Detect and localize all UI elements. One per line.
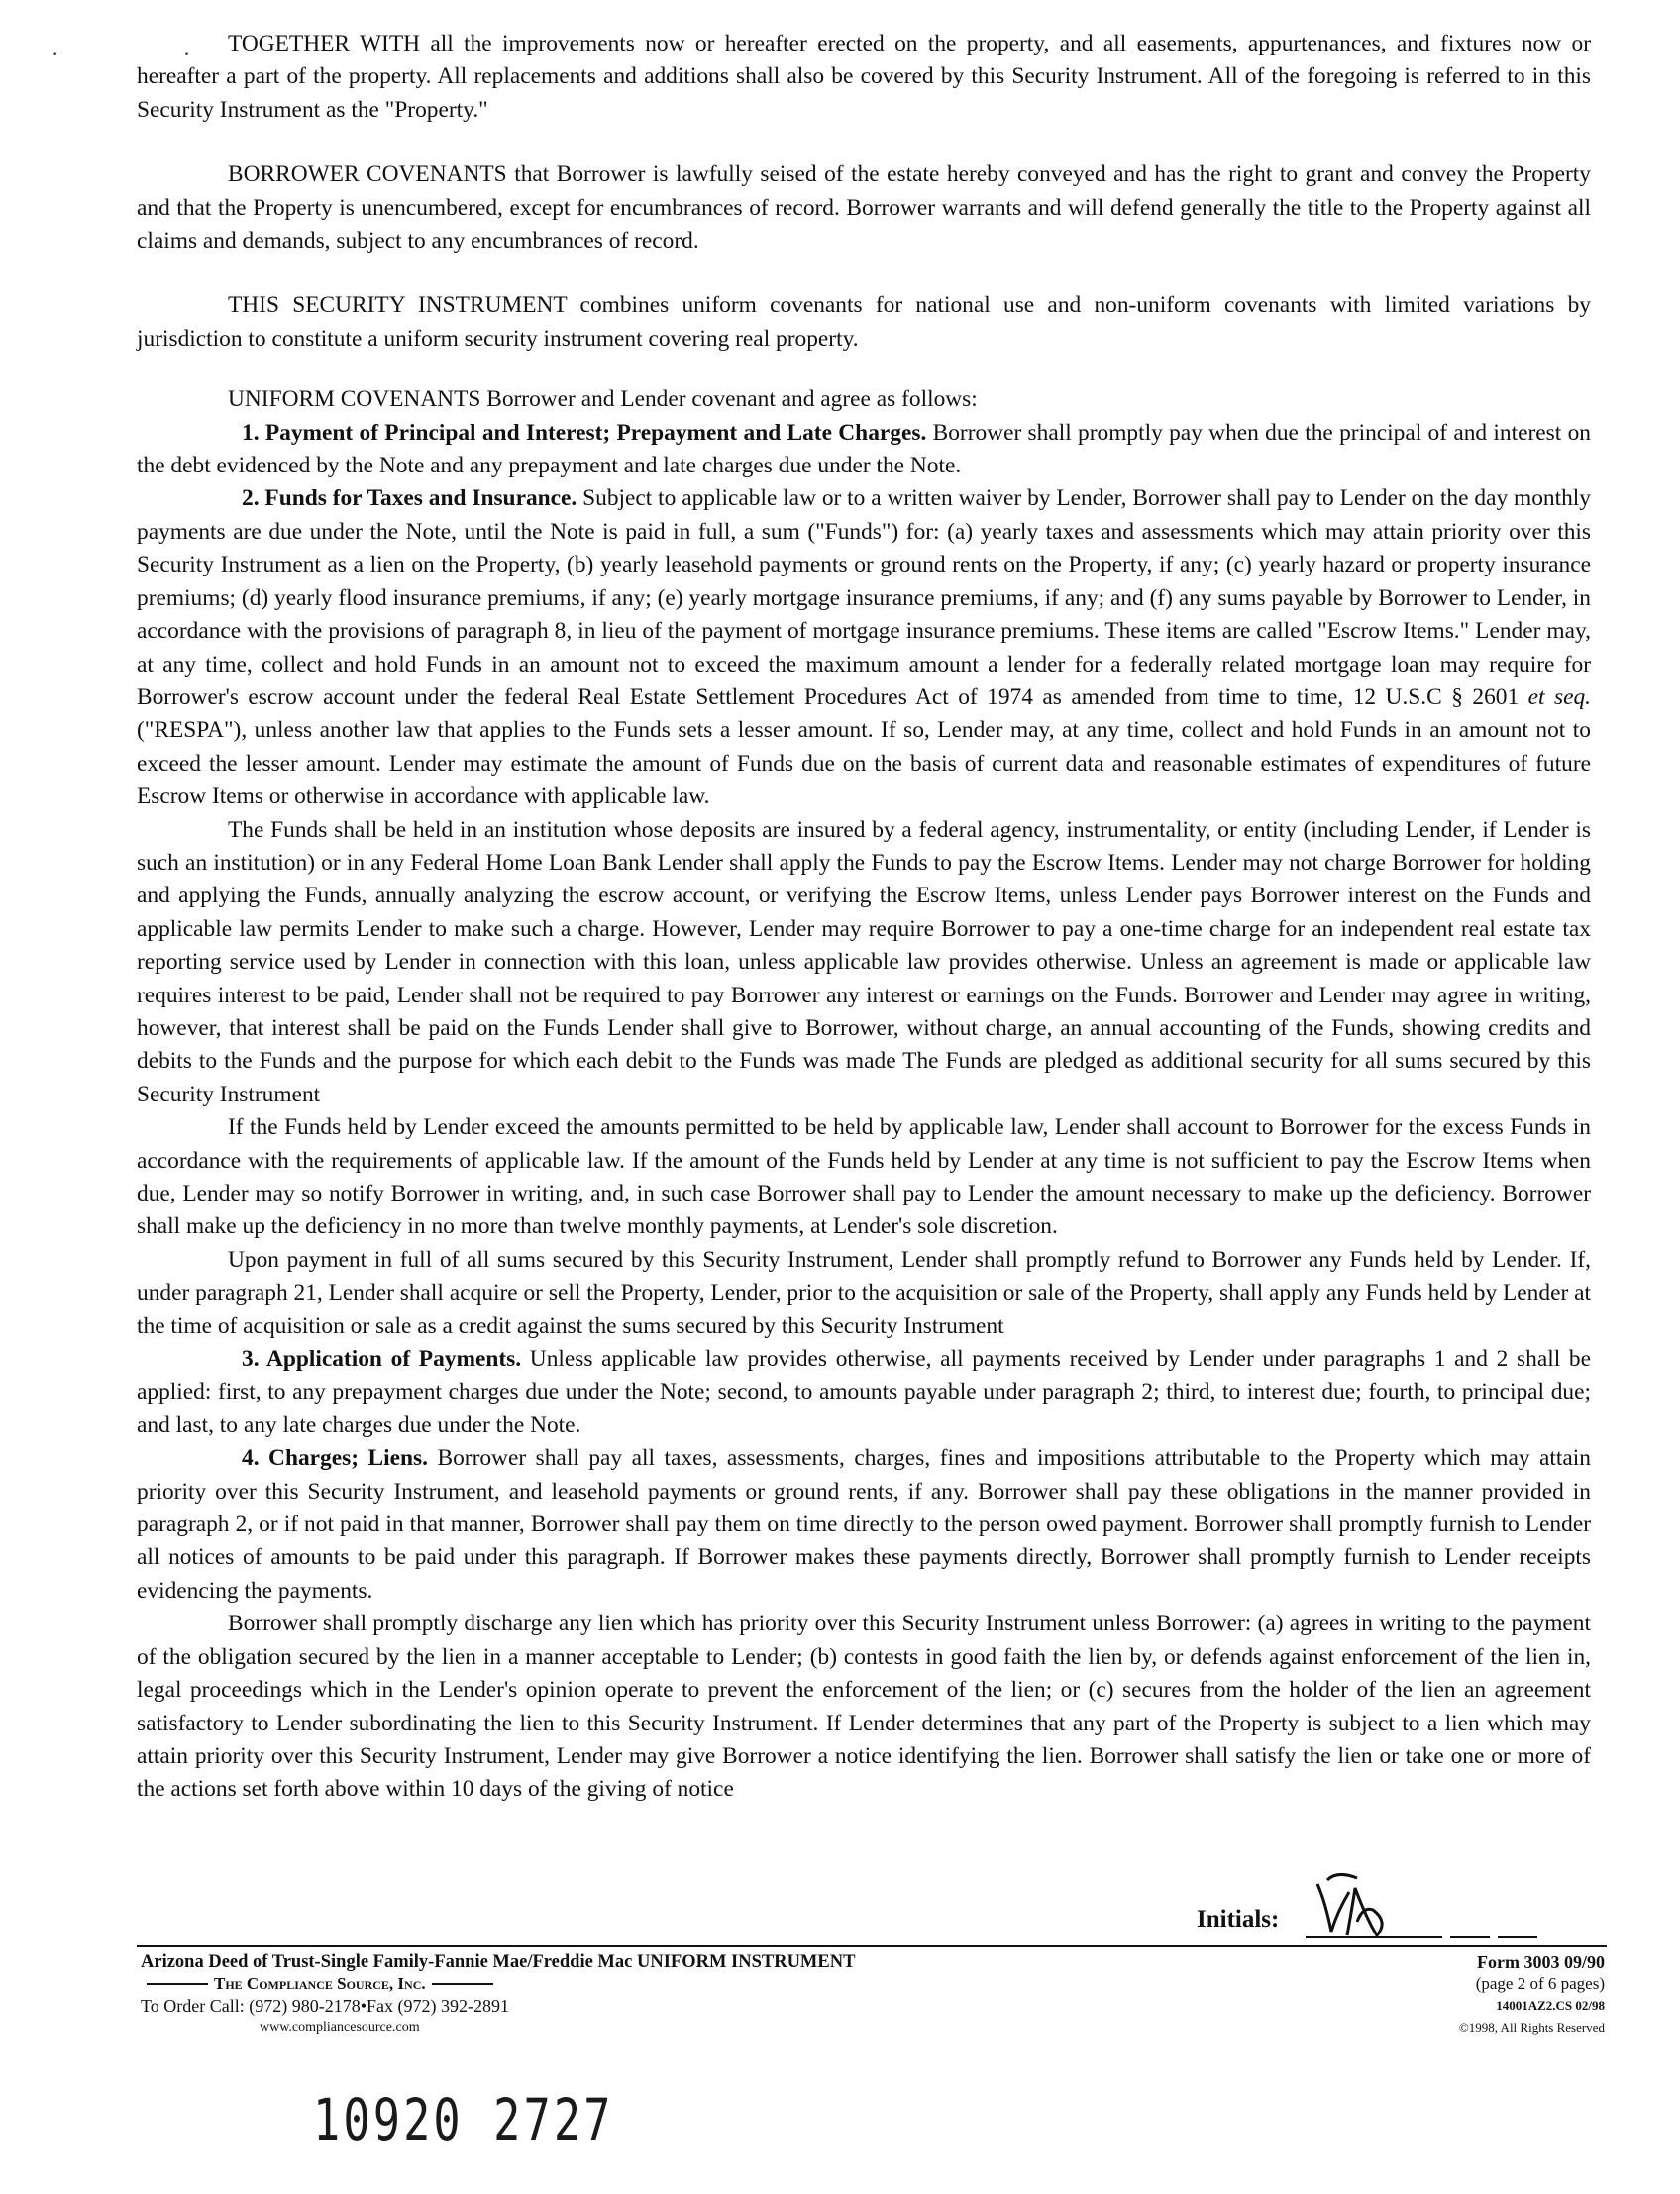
covenant-4-paragraph-2: Borrower shall promptly discharge any lien which has priority over this Security Instrument unless Borrower: (a) agrees in writing to the payment of the obligation secured by the lien in a manner acceptable to Lender; (b) contests in good faith the lien by, or defends against enforcement of the lien in, legal proceedings which in the Lender's opinion operate to prevent the enforcement of the lien; or (c) secures from the holder of the lien an agreement satisfactory to Lender subordinating the lien to this Security Instrument. If Lender determines that any part of the Property is subject to a lien which may attain priority over this Security Instrument, Lender may give Borrower a notice identifying the lien. Borrower shall satisfy the lien or take one or more of the actions set forth above within 10 days of the giving of notice	[137, 1611, 1591, 1803]
covenant-2-paragraph-2: The Funds shall be held in an institution whose deposits are insured by a federal agency, instrumentality, or entity (including Lender, if Lender is such an institution) or in any Federal Home Loan Bank Lender shall apply the Funds to pay the Escrow Items. Lender may not charge Borrower for holding and applying the Funds, annually analyzing the escrow account, or verifying the Escrow Items, unless Lender pays Borrower interest on the Funds and applicable law permits Lender to make such a charge. However, Lender may require Borrower to pay a one-time charge for an independent real estate tax reporting service used by Lender in connection with this loan, unless applicable law provides otherwise. Unless an agreement is made or applicable law requires interest to be paid, Lender shall not be required to pay Borrower any interest or earnings on the Funds. Borrower and Lender may agree in writing, however, that interest shall be paid on the Funds Lender shall give to Borrower, without charge, an annual accounting of the Funds, showing credits and debits to the Funds and the purpose for which each debit to the Funds was made The Funds are pledged as additional security for all sums secured by this Security Instrument	[137, 816, 1591, 1107]
covenant-2-text-b: ("RESPA"), unless another law that applies to the Funds sets a lesser amount. If so, Lender may, at any time, collect and hold Funds in an amount not to exceed the lesser amount. Lender may estimate the amount of Funds due on the basis of current data and reasonable estimates of expenditures of future Escrow Items or otherwise in accordance with applicable law.	[137, 717, 1591, 810]
covenant-2-paragraph-4: Upon payment in full of all sums secured by this Security Instrument, Lender shall promptly refund to Borrower any Funds held by Lender. If, under paragraph 21, Lender shall acquire or sell the Property, Lender, prior to the acquisition or sale of the Property, shall apply any Funds held by Lender at the time of acquisition or sale as a credit against the sums secured by this Security Instrument	[137, 1246, 1591, 1339]
covenant-4-text: Borrower shall pay all taxes, assessments, charges, fines and impositions attributable to the Property which may attain priority over this Security Instrument, and leasehold payments or ground rents, if any. Borrower shall pay these obligations in the manner provided in paragraph 2, or if not paid in that manner, Borrower shall pay them on time directly to the person owed payment. Borrower shall promptly furnish to Lender all notices of amounts to be paid under this paragraph. If Borrower makes these payments directly, Borrower shall promptly furnish to Lender receipts evidencing the payments.	[137, 1445, 1591, 1604]
paragraph-uniform-covenants: UNIFORM COVENANTS Borrower and Lender covenant and agree as follows:	[228, 386, 978, 413]
company-rule-right	[432, 1983, 493, 1985]
covenant-3-title: 3. Application of Payments.	[242, 1346, 522, 1373]
initials-line-2	[1450, 1936, 1490, 1938]
document-body	[137, 28, 1591, 1807]
footer-left	[141, 1951, 855, 2038]
covenant-3-text: Unless applicable law provides otherwise, all payments received by Lender under paragraphs 1 and 2 shall be applied: first, to any prepayment charges due under the Note; second, to amounts payable under paragraph 2; third, to interest due; fourth, to principal due; and last, to any late charges due under the Note.	[137, 1346, 1591, 1438]
document-code: 14001AZ2.CS 02/98	[1496, 1998, 1605, 2013]
covenant-1	[137, 417, 1591, 483]
footer-company	[141, 1973, 855, 1995]
company-rule-left	[147, 1983, 208, 1985]
recording-stamp-number: 10920 2727	[313, 2086, 614, 2153]
footer-right	[1459, 1951, 1605, 2038]
paragraph-together-with: TOGETHER WITH all the improvements now or hereafter erected on the property, and all easements, appurtenances, and fixtures now or hereafter a part of the property. All replacements and additions shall also be covered by this Security Instrument. All of the foregoing is referred to in this Security Instrument as the "Property."	[137, 31, 1591, 123]
covenant-4	[137, 1442, 1591, 1608]
covenant-1-title: 1. Payment of Principal and Interest; Prepayment and Late Charges.	[242, 419, 927, 446]
footer-website: www.compliancesource.com	[260, 2020, 420, 2035]
covenant-2-et-seq: et seq.	[1527, 683, 1591, 710]
footer-order-info: To Order Call: (972) 980-2178•Fax (972) 392-2891	[141, 1996, 509, 2016]
footer-title: Arizona Deed of Trust-Single Family-Fannie Mae/Freddie Mac UNIFORM INSTRUMENT	[141, 1952, 856, 1972]
initials-line-3	[1498, 1936, 1537, 1938]
covenant-2	[137, 482, 1591, 813]
covenant-4-title: 4. Charges; Liens.	[242, 1445, 428, 1472]
covenant-2-paragraph-3: If the Funds held by Lender exceed the amounts permitted to be held by applicable law, Lender shall account to Borrower for the excess Funds in accordance with the requirements of applicable law. If the amount of the Funds held by Lender at any time is not sufficient to pay the Escrow Items when due, Lender may so notify Borrower in writing, and, in such case Borrower shall pay to Lender the amount necessary to make up the deficiency. Borrower shall make up the deficiency in no more than twelve monthly payments, at Lender's sole discretion.	[137, 1114, 1591, 1240]
copyright: ©1998, All Rights Reserved	[1458, 2020, 1605, 2035]
paragraph-security-instrument: THIS SECURITY INSTRUMENT combines uniform covenants for national use and non-uniform covenants with limited variations by jurisdiction to constitute a uniform security instrument covering real property.	[137, 292, 1591, 352]
form-number: Form 3003 09/90	[1477, 1952, 1605, 1972]
page-number: (page 2 of 6 pages)	[1475, 1974, 1605, 1993]
company-name: The Compliance Source, Inc.	[214, 1974, 426, 1993]
covenant-2-title: 2. Funds for Taxes and Insurance.	[242, 485, 578, 512]
scan-specks: · ·	[52, 42, 251, 66]
initials-line-1	[1306, 1936, 1442, 1938]
footer-divider	[137, 1945, 1607, 1947]
covenant-3	[137, 1343, 1591, 1442]
covenant-1-text: Borrower shall promptly pay when due the principal of and interest on the debt evidenced by the Note and any prepayment and late charges due under the Note.	[137, 419, 1591, 479]
paragraph-borrower-covenants: BORROWER COVENANTS that Borrower is lawfully seised of the estate hereby conveyed and has the right to grant and convey the Property and that the Property is unencumbered, except for encumbrances of record. Borrower warrants and will defend generally the title to the Property against all claims and demands, subject to any encumbrances of record.	[137, 161, 1591, 255]
covenant-2-text: Subject to applicable law or to a written waiver by Lender, Borrower shall pay to Lender on the day monthly payments are due under the Note, until the Note is paid in full, a sum ("Funds") for: (a) yearly taxes and assessments which may attain priority over this Security Instrument as a lien on the Property, (b) yearly leasehold payments or ground rents on the Property, if any; (c) yearly hazard or property insurance premiums; (d) yearly flood insurance premiums, if any; (e) yearly mortgage insurance premiums, if any; and (f) any sums payable by Borrower to Lender, in accordance with the provisions of paragraph 8, in lieu of the payment of mortgage insurance premiums. These items are called "Escrow Items." Lender may, at any time, collect and hold Funds in an amount not to exceed the maximum amount a lender for a federally related mortgage loan may require for Borrower's escrow account under the federal Real Estate Settlement Procedures Act of 1974 as amended from time to time, 12 U.S.C § 2601	[137, 485, 1591, 710]
initials-label: Initials:	[1197, 1906, 1280, 1933]
